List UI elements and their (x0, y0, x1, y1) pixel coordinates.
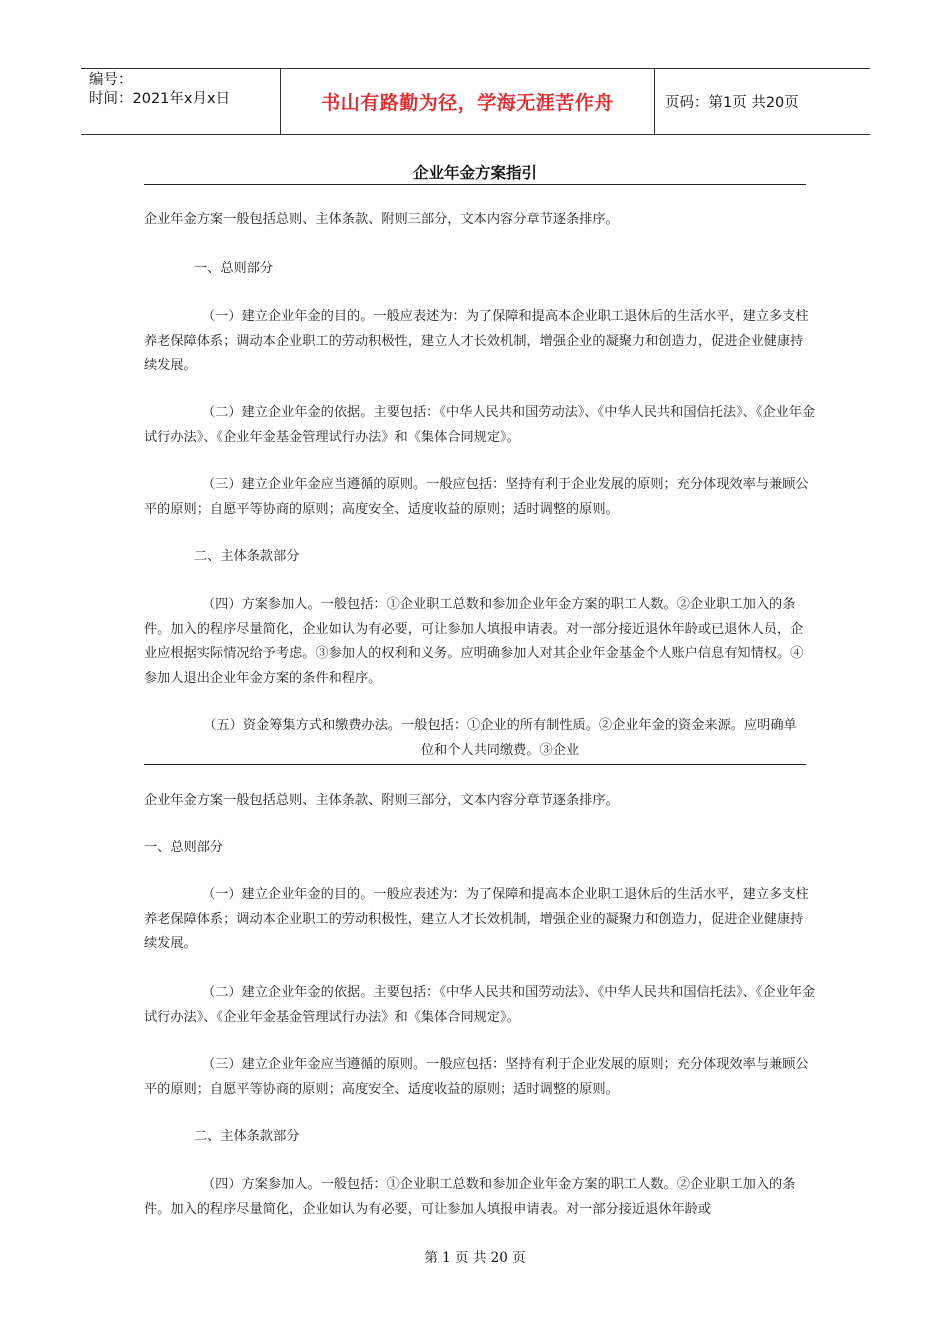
section2-intro: 企业年金方案一般包括总则、主体条款、附则三部分，文本内容分章节逐条排序。 (144, 793, 619, 808)
header-meta-cell (81, 69, 281, 134)
header-page-label: 页码：第1页 共20页 (665, 95, 799, 111)
header-motto: 书山有路勤为径，学海无涯苦作舟 (281, 69, 655, 134)
section1-paragraph-participants: （四）方案参加人。一般包括：①企业职工总数和参加企业年金方案的职工人数。②企业职工加入的条件。加入的程序尽量简化，企业如认为有必要，可让参加人填报申请表。对一部分接近退休年龄或已退休人员，企业应根据实际情况给予考虑。③参加人的权利和义务。应明确参加人对其企业年金基金个人账户信息有知情权。④参加人退出企业年金方案的条件和程序。 (144, 597, 804, 686)
section2-paragraph-basis: （二）建立企业年金的依据。主要包括：《中华人民共和国劳动法》、《中华人民共和国信托法》、《企业年金试行办法》、《企业年金基金管理试行办法》和《集体合同规定》。 (144, 985, 816, 1025)
title-divider (144, 184, 806, 185)
section1-paragraph-basis: （二）建立企业年金的依据。主要包括：《中华人民共和国劳动法》、《中华人民共和国信托法》、《企业年金试行办法》、《企业年金基金管理试行办法》和《集体合同规定》。 (144, 405, 816, 445)
document-date-label: 时间：2021年x月x日 (89, 91, 231, 107)
section2-heading-general: 一、总则部分 (144, 840, 224, 855)
section2-paragraph-principles: （三）建立企业年金应当遵循的原则。一般应包括：坚持有利于企业发展的原则；充分体现效率与兼顾公平的原则；自愿平等协商的原则；高度安全、适度收益的原则；适时调整的原则。 (144, 1057, 809, 1097)
document-title: 企业年金方案指引 (412, 164, 537, 182)
header-table (81, 68, 870, 135)
section-divider (144, 764, 806, 765)
document-number-label: 编号： (89, 72, 133, 88)
section1-intro: 企业年金方案一般包括总则、主体条款、附则三部分，文本内容分章节逐条排序。 (144, 212, 619, 227)
section2-paragraph-purpose: （一）建立企业年金的目的。一般应表述为：为了保障和提高本企业职工退休后的生活水平，建立多支柱养老保障体系；调动本企业职工的劳动积极性，建立人才长效机制，增强企业的凝聚力和创造力，促进企业健康持续发展。 (144, 887, 809, 951)
section1-paragraph-purpose: （一）建立企业年金的目的。一般应表述为：为了保障和提高本企业职工退休后的生活水平，建立多支柱养老保障体系；调动本企业职工的劳动积极性，建立人才长效机制，增强企业的凝聚力和创造力，促进企业健康持续发展。 (144, 309, 809, 373)
section2-paragraph-participants: （四）方案参加人。一般包括：①企业职工总数和参加企业年金方案的职工人数。②企业职工加入的条件。加入的程序尽量简化，企业如认为有必要，可让参加人填报申请表。对一部分接近退休年龄或 (144, 1177, 796, 1217)
page-footer: 第 1 页 共 20 页 (424, 1250, 526, 1266)
section2-heading-main-terms: 二、主体条款部分 (194, 1129, 300, 1144)
section1-heading-main-terms: 二、主体条款部分 (194, 549, 300, 564)
section1-paragraph-principles: （三）建立企业年金应当遵循的原则。一般应包括：坚持有利于企业发展的原则；充分体现效率与兼顾公平的原则；自愿平等协商的原则；高度安全、适度收益的原则；适时调整的原则。 (144, 477, 809, 517)
section1-heading-general: 一、总则部分 (194, 261, 274, 276)
section1-paragraph-funding: （五）资金筹集方式和缴费办法。一般包括：①企业的所有制性质。②企业年金的资金来源。应明确单位和个人共同缴费。③企业 (203, 718, 797, 758)
